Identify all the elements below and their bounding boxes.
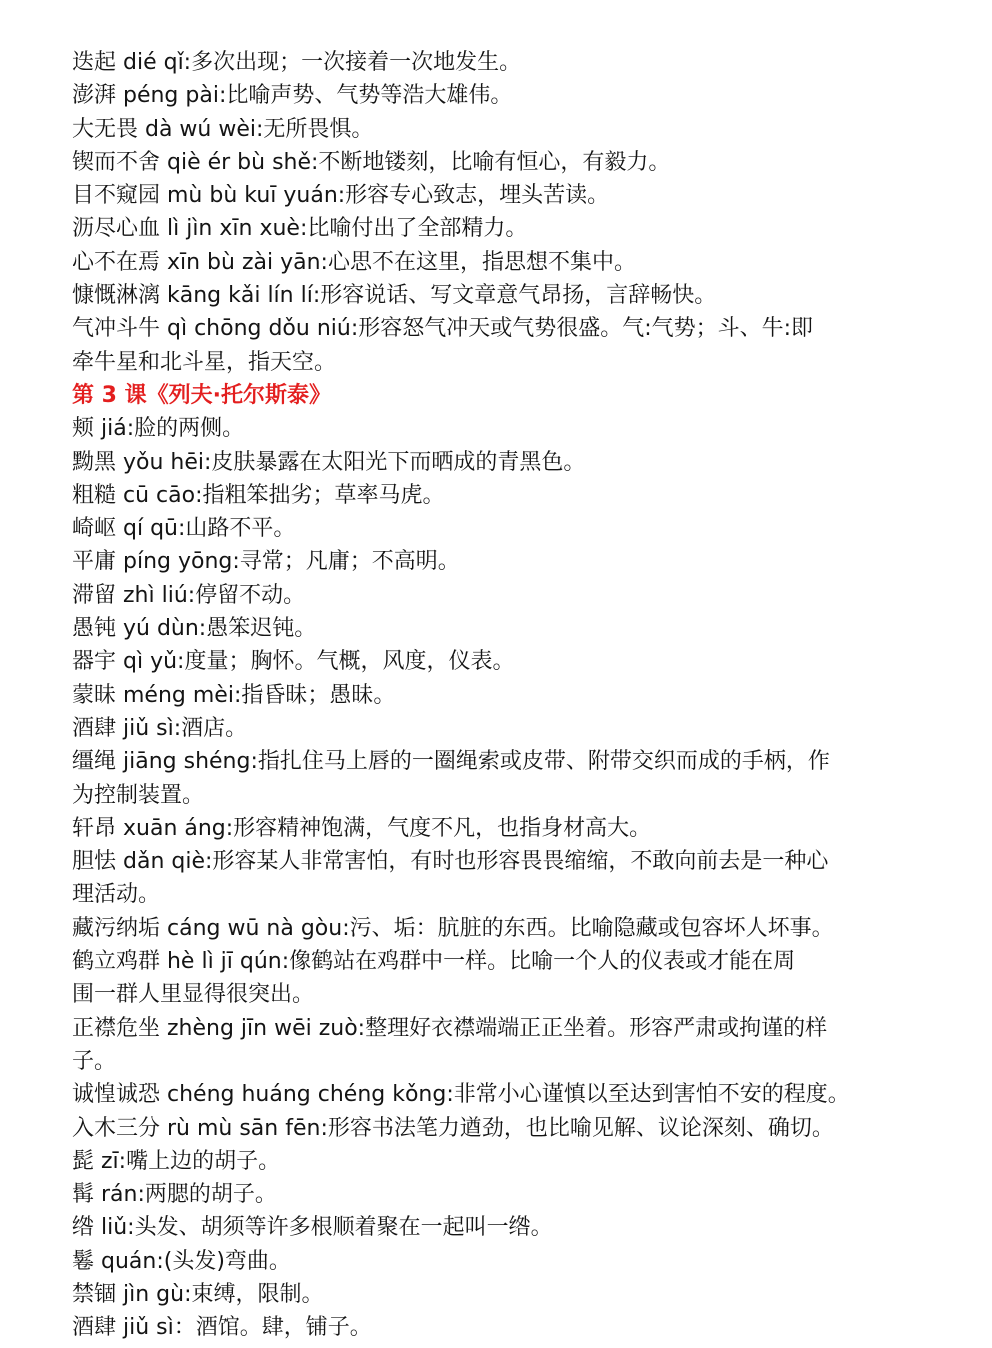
vocab-line: 愚钝 yú dùn:愚笨迟钝。	[72, 616, 317, 642]
vocab-line: 酒肆 jiǔ sì:酒店。	[72, 715, 248, 741]
vocab-line: 平庸 píng yōng:寻常；凡庸；不高明。	[72, 549, 460, 575]
vocab-line: 诚惶诚恐 chéng huáng chéng kǒng:非常小心谨慎以至达到害怕不安的程度。	[72, 1082, 850, 1108]
vocab-line: 颊 jiá:脸的两侧。	[72, 416, 245, 442]
lesson-heading: 第 3 课《列夫·托尔斯泰》	[72, 382, 331, 408]
vocab-line: 正襟危坐 zhèng jīn wēi zuò:整理好衣襟端端正正坐着。形容严肃或拘谨的样	[72, 1015, 828, 1041]
vocab-line: 粗糙 cū cāo:指粗笨拙劣；草率马虎。	[72, 482, 445, 508]
vocab-line-continued: 围一群人里显得很突出。	[72, 982, 315, 1008]
vocab-line: 禁锢 jìn gù:束缚，限制。	[72, 1281, 324, 1307]
vocab-line: 目不窥园 mù bù kuī yuán:形容专心致志，埋头苦读。	[72, 183, 610, 209]
vocabulary-page	[72, 46, 932, 1345]
vocab-line: 鹤立鸡群 hè lì jī qún:像鹤站在鸡群中一样。比喻一个人的仪表或才能在周	[72, 949, 796, 975]
vocab-line-continued: 为控制装置。	[72, 782, 205, 808]
vocab-line: 气冲斗牛 qì chōng dǒu niú:形容怒气冲天或气势很盛。气:气势；斗、牛:即	[72, 316, 814, 342]
vocab-line: 锲而不舍 qiè ér bù shě:不断地镂刻，比喻有恒心，有毅力。	[72, 149, 671, 175]
vocab-line: 酒肆 jiǔ sì：酒馆。肆，铺子。	[72, 1315, 372, 1341]
vocab-line: 澎湃 péng pài:比喻声势、气势等浩大雄伟。	[72, 83, 513, 109]
vocab-line: 黝黑 yǒu hēi:皮肤暴露在太阳光下而晒成的青黑色。	[72, 449, 586, 475]
vocab-line: 缰绳 jiāng shéng:指扎住马上唇的一圈绳索或皮带、附带交织而成的手柄，作	[72, 749, 830, 775]
vocab-line: 器宇 qì yǔ:度量；胸怀。气概，风度，仪表。	[72, 649, 515, 675]
vocab-line: 蒙昧 méng mèi:指昏昧；愚昧。	[72, 682, 396, 708]
vocab-line: 入木三分 rù mù sān fēn:形容书法笔力遒劲，也比喻见解、议论深刻、确切。	[72, 1115, 834, 1141]
vocab-line-continued: 子。	[72, 1048, 117, 1074]
vocab-line: 轩昂 xuān áng:形容精神饱满，气度不凡，也指身材高大。	[72, 815, 652, 841]
vocab-line: 滞留 zhì liú:停留不动。	[72, 582, 306, 608]
vocab-line: 胆怯 dǎn qiè:形容某人非常害怕，有时也形容畏畏缩缩，不敢向前去是一种心	[72, 849, 829, 875]
vocab-line: 沥尽心血 lì jìn xīn xuè:比喻付出了全部精力。	[72, 216, 528, 242]
vocab-line: 崎岖 qí qū:山路不平。	[72, 516, 296, 542]
vocab-line: 迭起 dié qǐ:多次出现；一次接着一次地发生。	[72, 50, 522, 75]
vocab-line: 髭 zī:嘴上边的胡子。	[72, 1148, 281, 1174]
vocab-line-continued: 牵牛星和北斗星，指天空。	[72, 349, 337, 375]
vocab-line: 大无畏 dà wú wèi:无所畏惧。	[72, 116, 374, 142]
vocab-line: 鬈 quán:(头发)弯曲。	[72, 1248, 291, 1274]
vocab-line: 藏污纳垢 cáng wū nà gòu:污、垢：肮脏的东西。比喻隐藏或包容坏人坏事。	[72, 915, 834, 941]
vocab-line: 慷慨淋漓 kāng kǎi lín lí:形容说话、写文章意气昂扬，言辞畅快。	[72, 283, 717, 309]
vocab-line: 髯 rán:两腮的胡子。	[72, 1182, 277, 1208]
vocab-line: 心不在焉 xīn bù zài yān:心思不在这里，指思想不集中。	[72, 249, 636, 275]
vocab-line: 绺 liǔ:头发、胡须等许多根顺着聚在一起叫一绺。	[72, 1215, 553, 1241]
vocab-line-continued: 理活动。	[72, 882, 161, 908]
